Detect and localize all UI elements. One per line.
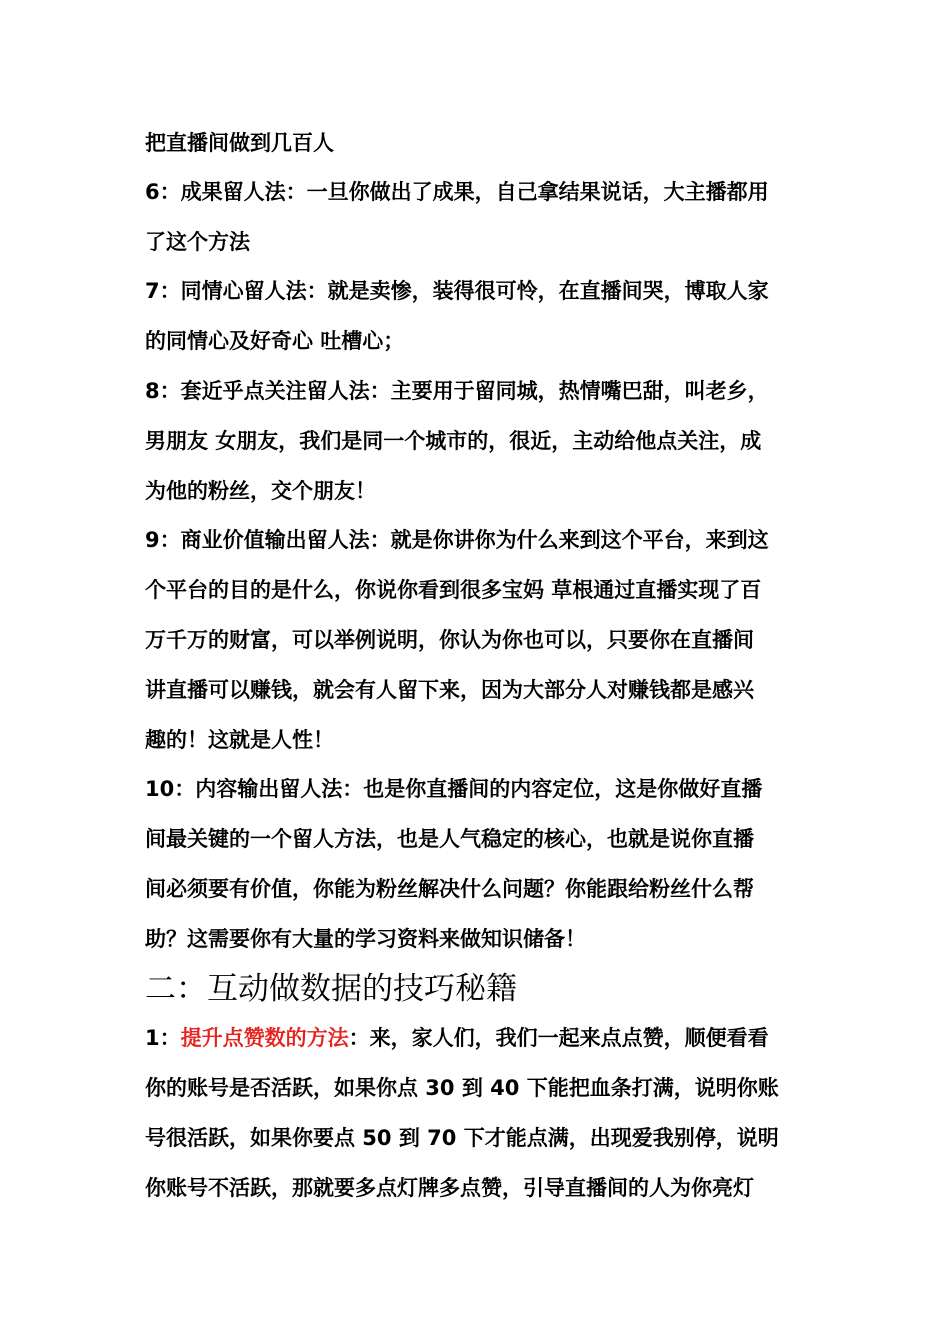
paragraph-line: 你的账号是否活跃，如果你点 30 到 40 下能把血条打满，说明你账 — [145, 1076, 779, 1100]
paragraph-line: 讲直播可以赚钱，就会有人留下来，因为大部分人对赚钱都是感兴 — [145, 678, 754, 702]
paragraph-line: 7：同情心留人法：就是卖惨，装得很可怜，在直播间哭，博取人家 — [145, 279, 769, 303]
paragraph-line: 男朋友 女朋友，我们是同一个城市的，很近，主动给他点关注，成 — [145, 429, 762, 453]
paragraph-line: 6：成果留人法：一旦你做出了成果，自己拿结果说话，大主播都用 — [145, 180, 769, 204]
line-text: ：来，家人们，我们一起来点点赞，顺便看看 — [348, 1026, 769, 1050]
paragraph-line: 助？这需要你有大量的学习资料来做知识储备！ — [145, 927, 586, 951]
paragraph-line: 号很活跃，如果你要点 50 到 70 下才能点满，出现爱我别停，说明 — [145, 1126, 779, 1150]
paragraph-line — [145, 1024, 769, 1052]
paragraph-line: 9：商业价值输出留人法：就是你讲你为什么来到这个平台，来到这 — [145, 528, 769, 552]
highlight-title: 提升点赞数的方法 — [180, 1026, 349, 1050]
item-number: 1： — [145, 1026, 181, 1050]
paragraph-line: 的同情心及好奇心 吐槽心； — [145, 329, 405, 353]
paragraph-line: 间最关键的一个留人方法，也是人气稳定的核心，也就是说你直播 — [145, 827, 754, 851]
paragraph-line: 8：套近乎点关注留人法：主要用于留同城，热情嘴巴甜，叫老乡， — [145, 379, 769, 403]
paragraph-line: 了这个方法 — [145, 230, 250, 254]
paragraph-line: 趣的！这就是人性！ — [145, 728, 334, 752]
paragraph-line: 个平台的目的是什么，你说你看到很多宝妈 草根通过直播实现了百 — [145, 578, 762, 602]
paragraph-line: 10：内容输出留人法：也是你直播间的内容定位，这是你做好直播 — [145, 777, 763, 801]
paragraph-line: 间必须要有价值，你能为粉丝解决什么问题？你能跟给粉丝什么帮 — [145, 877, 754, 901]
paragraph-line: 为他的粉丝，交个朋友！ — [145, 479, 376, 503]
section-heading: 二：互动做数据的技巧秘籍 — [145, 971, 517, 1007]
paragraph-line: 万千万的财富，可以举例说明，你认为你也可以，只要你在直播间 — [145, 628, 754, 652]
paragraph-line: 你账号不活跃，那就要多点灯牌多点赞，引导直播间的人为你亮灯 — [145, 1176, 754, 1200]
paragraph-line: 把直播间做到几百人 — [145, 131, 334, 155]
